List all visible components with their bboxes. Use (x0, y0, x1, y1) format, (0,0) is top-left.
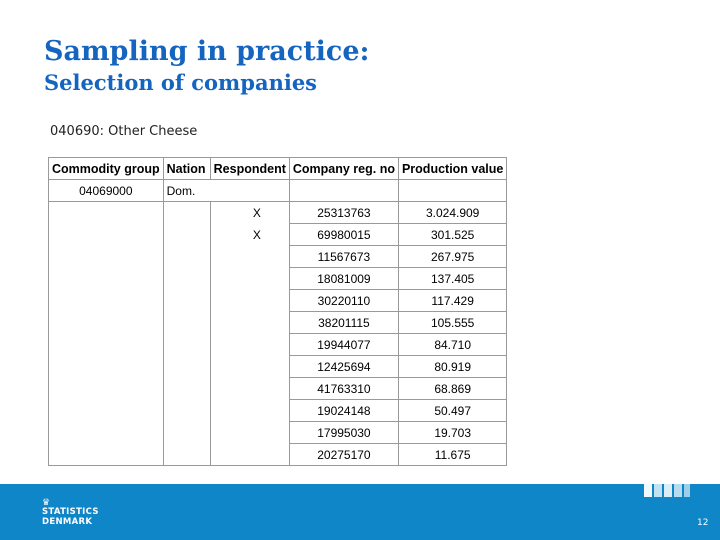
commodity-group-cell (49, 246, 164, 268)
decorative-bar (674, 473, 682, 497)
nation-cell (163, 378, 210, 400)
reg-no-cell: 19024148 (289, 400, 398, 422)
reg-no-cell: 69980015 (289, 224, 398, 246)
reg-no-cell: 25313763 (289, 202, 398, 224)
value-cell: 84.710 (398, 334, 506, 356)
value-cell: 19.703 (398, 422, 506, 444)
commodity-group-cell (49, 356, 164, 378)
page-number: 12 (697, 518, 709, 528)
commodity-group-cell: 04069000 (49, 180, 164, 202)
respondent-cell (210, 400, 289, 422)
table-row (49, 224, 507, 246)
respondent-cell (210, 268, 289, 290)
value-cell: 80.919 (398, 356, 506, 378)
commodity-group-cell (49, 422, 164, 444)
footer-bar (0, 484, 720, 540)
sample-table (48, 157, 507, 466)
table-row (49, 246, 507, 268)
reg-no-cell: 18081009 (289, 268, 398, 290)
value-cell: 301.525 (398, 224, 506, 246)
nation-cell (163, 290, 210, 312)
commodity-group-cell (49, 268, 164, 290)
respondent-cell (210, 378, 289, 400)
nation-cell (163, 224, 210, 246)
commodity-group-cell (49, 224, 164, 246)
logo-line-1: STATISTICS (42, 507, 99, 517)
respondent-cell (210, 290, 289, 312)
table-row (49, 444, 507, 466)
header-production-value: Production value (398, 158, 506, 180)
nation-cell: Dom. (163, 180, 289, 202)
table-row (49, 422, 507, 444)
nation-cell (163, 202, 210, 224)
reg-no-cell: 12425694 (289, 356, 398, 378)
respondent-cell: X (210, 224, 289, 246)
table-row (49, 290, 507, 312)
decorative-bar (654, 465, 662, 497)
value-cell: 3.024.909 (398, 202, 506, 224)
nation-cell (163, 334, 210, 356)
header-nation: Nation (163, 158, 210, 180)
commodity-group-cell (49, 312, 164, 334)
decorative-bar (664, 459, 672, 497)
value-cell: 267.975 (398, 246, 506, 268)
table-row (49, 378, 507, 400)
table-row (49, 400, 507, 422)
table-row (49, 312, 507, 334)
value-cell: 117.429 (398, 290, 506, 312)
nation-cell (163, 444, 210, 466)
respondent-cell (210, 246, 289, 268)
slide-title: Sampling in practice: (44, 36, 370, 67)
table-row (49, 356, 507, 378)
nation-cell (163, 400, 210, 422)
table-row (49, 334, 507, 356)
reg-no-cell: 38201115 (289, 312, 398, 334)
table-row (49, 202, 507, 224)
commodity-group-cell (49, 378, 164, 400)
header-respondent: Respondent (210, 158, 289, 180)
value-cell: 50.497 (398, 400, 506, 422)
respondent-cell: X (210, 202, 289, 224)
commodity-group-cell (49, 202, 164, 224)
respondent-cell (210, 356, 289, 378)
header-commodity-group: Commodity group (49, 158, 164, 180)
nation-cell (163, 268, 210, 290)
crown-icon: ♛ (42, 497, 51, 507)
nation-cell (163, 422, 210, 444)
commodity-group-cell (49, 400, 164, 422)
respondent-cell (210, 444, 289, 466)
commodity-group-cell (49, 290, 164, 312)
reg-no-cell: 41763310 (289, 378, 398, 400)
commodity-caption: 040690: Other Cheese (50, 124, 198, 139)
reg-no-cell: 17995030 (289, 422, 398, 444)
nation-cell (163, 312, 210, 334)
respondent-cell (210, 334, 289, 356)
reg-no-cell: 30220110 (289, 290, 398, 312)
reg-no-cell: 11567673 (289, 246, 398, 268)
respondent-cell (210, 422, 289, 444)
decorative-bar (644, 454, 652, 497)
table-header-row (49, 158, 507, 180)
decorative-bar (684, 467, 690, 497)
nation-cell (163, 246, 210, 268)
commodity-group-cell (49, 334, 164, 356)
reg-no-cell (289, 180, 398, 202)
table-body (49, 180, 507, 466)
header-company-reg-no: Company reg. no (289, 158, 398, 180)
value-cell: 105.555 (398, 312, 506, 334)
value-cell (398, 180, 506, 202)
nation-cell (163, 356, 210, 378)
value-cell: 11.675 (398, 444, 506, 466)
reg-no-cell: 20275170 (289, 444, 398, 466)
table-row (49, 180, 507, 202)
title-block (44, 36, 370, 96)
value-cell: 137.405 (398, 268, 506, 290)
slide-subtitle: Selection of companies (44, 70, 317, 95)
statistics-denmark-logo (42, 498, 99, 527)
commodity-group-cell (49, 444, 164, 466)
table-row (49, 268, 507, 290)
respondent-cell (210, 312, 289, 334)
value-cell: 68.869 (398, 378, 506, 400)
reg-no-cell: 19944077 (289, 334, 398, 356)
logo-line-2: DENMARK (42, 517, 93, 527)
